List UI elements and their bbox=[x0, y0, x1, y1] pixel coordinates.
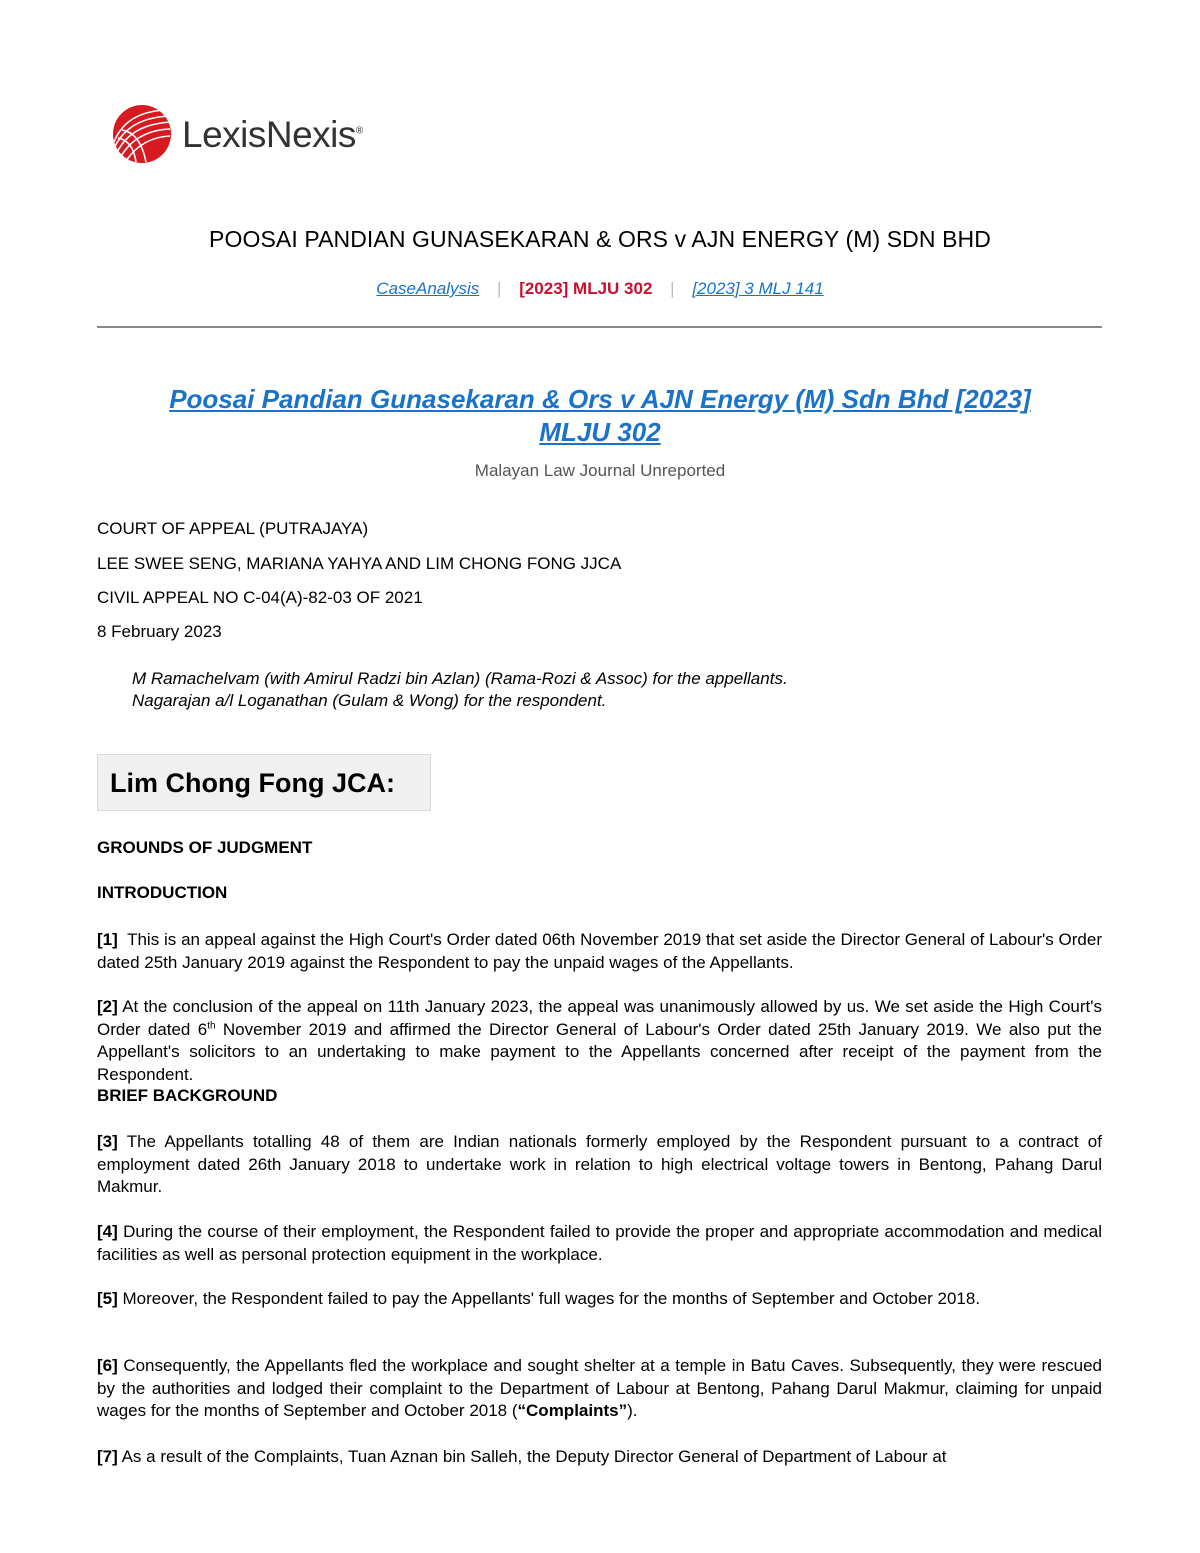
case-analysis-link[interactable]: CaseAnalysis bbox=[376, 279, 480, 298]
journal-name: Malayan Law Journal Unreported bbox=[474, 461, 726, 480]
citation-separator: | bbox=[670, 279, 675, 298]
document-title: POOSAI PANDIAN GUNASEKARAN & ORS v AJN ENERGY (M) SDN BHD bbox=[209, 226, 991, 252]
counsel bbox=[132, 668, 788, 712]
header-divider bbox=[97, 326, 1102, 328]
judge-heading: Lim Chong Fong JCA: bbox=[97, 754, 431, 811]
appeal-number: CIVIL APPEAL NO C-04(A)-82-03 OF 2021 bbox=[97, 588, 423, 607]
judges: LEE SWEE SENG, MARIANA YAHYA AND LIM CHONG FONG JJCA bbox=[97, 554, 622, 573]
main-citation: [2023] MLJU 302 bbox=[519, 279, 653, 298]
paragraph-5: [5] Moreover, the Respondent failed to pay the Appellants' full wages for the months of September and October 2018. bbox=[97, 1289, 981, 1308]
court-name: COURT OF APPEAL (PUTRAJAYA) bbox=[97, 519, 369, 538]
lexisnexis-globe-icon bbox=[108, 102, 172, 166]
background-heading: BRIEF BACKGROUND bbox=[97, 1086, 278, 1105]
introduction-heading: INTRODUCTION bbox=[97, 883, 228, 902]
case-title-link[interactable]: Poosai Pandian Gunasekaran & Ors v AJN Energy (M) Sdn Bhd [2023] MLJU 302 bbox=[169, 384, 1031, 447]
paragraph-1: [1] This is an appeal against the High Court's Order dated 06th November 2019 that set aside the Director General of Labour's Order dated 25th January 2019 against the Respondent to pay the unpaid wages of the Appellants. bbox=[97, 930, 1102, 972]
paragraph-7: [7] As a result of the Complaints, Tuan Aznan bin Salleh, the Deputy Director General of Department of Labour at bbox=[97, 1447, 947, 1466]
counsel-respondent: Nagarajan a/l Loganathan (Gulam & Wong) for the respondent. bbox=[132, 691, 607, 710]
brand-name: LexisNexis® bbox=[182, 113, 363, 155]
paragraph-6: [6] Consequently, the Appellants fled the workplace and sought shelter at a temple in Batu Caves. Subsequently, they were rescued by the authorities and lodged their complaint to the Department of Labour at Bentong, Pahang Darul Makmur, claiming for unpaid wages for the months of September and October 2018 (“Complaints”). bbox=[97, 1356, 1102, 1420]
parallel-citation-link[interactable]: [2023] 3 MLJ 141 bbox=[692, 279, 824, 298]
counsel-appellants: M Ramachelvam (with Amirul Radzi bin Azlan) (Rama-Rozi & Assoc) for the appellants. bbox=[132, 669, 788, 688]
judgment-date: 8 February 2023 bbox=[97, 622, 222, 641]
paragraph-4: [4] During the course of their employment, the Respondent failed to provide the proper and appropriate accommodation and medical facilities as well as personal protection equipment in the workplace. bbox=[97, 1222, 1102, 1264]
lexisnexis-logo bbox=[108, 102, 363, 166]
citation-bar bbox=[0, 279, 1200, 299]
paragraph-2: [2] At the conclusion of the appeal on 11th January 2023, the appeal was unanimously allowed by us. We set aside the High Court's Order dated 6th November 2019 and affirmed the Director General of Labour's Order dated 25th January 2019. We also put the Appellant's solicitors to an undertaking to make payment to the Appellants concerned after receipt of the payment from the Respondent. bbox=[97, 997, 1102, 1084]
paragraph-3: [3] The Appellants totalling 48 of them are Indian nationals formerly employed by the Respondent pursuant to a contract of employment dated 26th January 2018 to undertake work in relation to high electrical voltage towers in Bentong, Pahang Darul Makmur. bbox=[97, 1132, 1102, 1196]
grounds-heading: GROUNDS OF JUDGMENT bbox=[97, 838, 313, 857]
citation-separator: | bbox=[497, 279, 502, 298]
